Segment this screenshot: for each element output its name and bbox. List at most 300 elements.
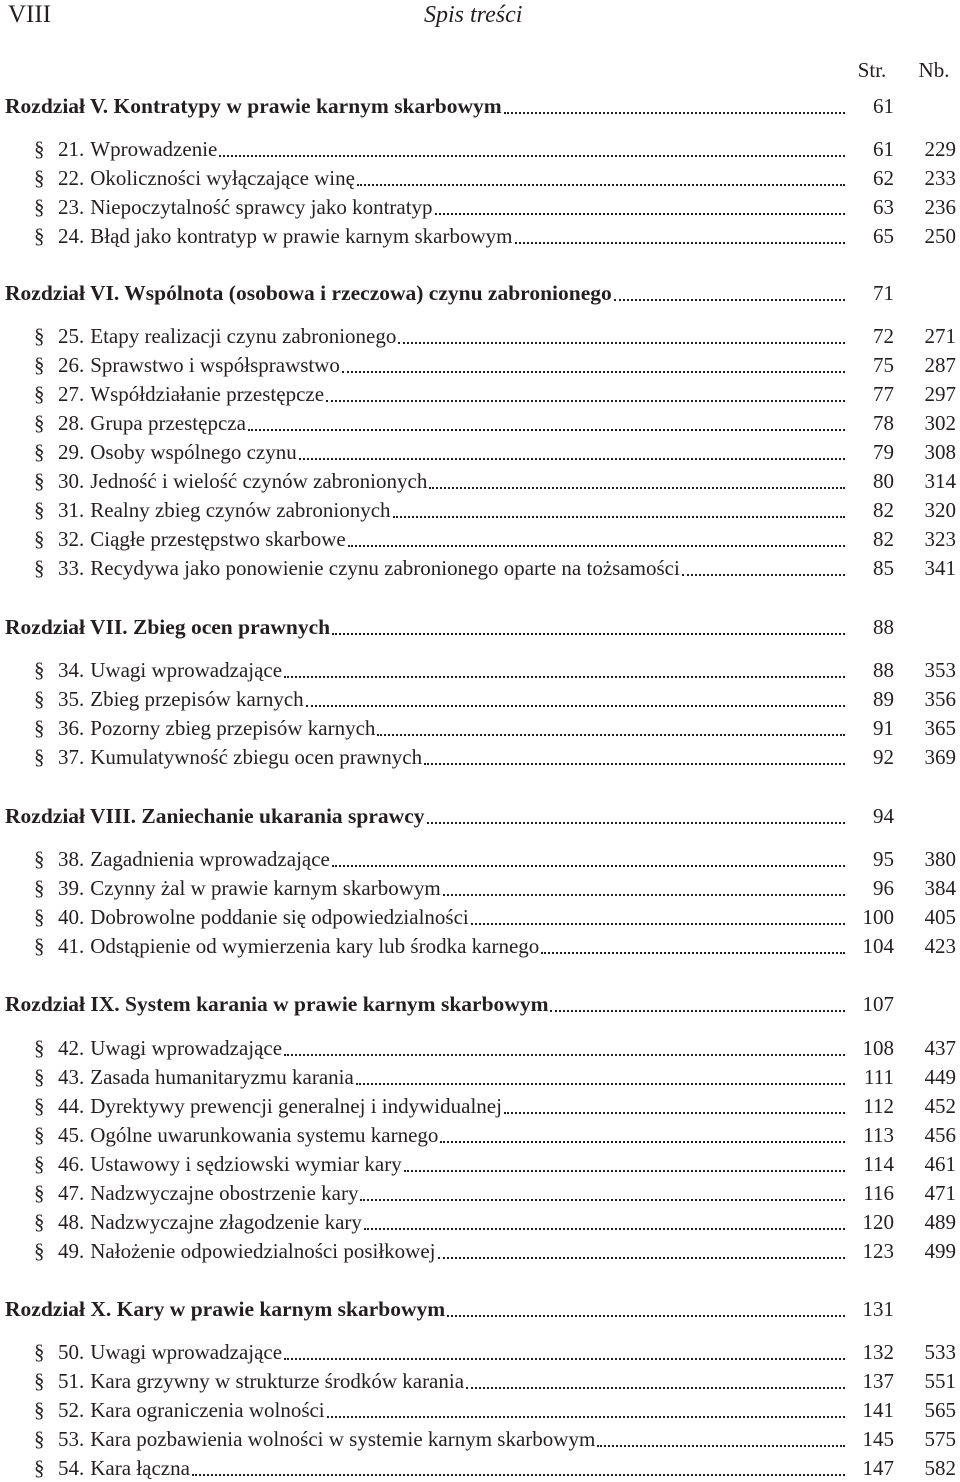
entry-text — [58, 714, 845, 742]
entry-text — [58, 656, 845, 684]
margin-number-value: 233 — [924, 166, 956, 190]
section-sign: § — [34, 324, 45, 348]
page-number-value: 120 — [862, 1210, 894, 1234]
margin-number-value: 229 — [924, 137, 956, 161]
section-entry[interactable] — [0, 1396, 960, 1424]
section-title: Dyrektywy prewencji generalnej i indywidualnej — [90, 1094, 502, 1118]
section-number: 42. — [58, 1036, 85, 1060]
dot-leader — [327, 1415, 845, 1418]
entry-text — [58, 1454, 845, 1482]
section-sign: § — [34, 658, 45, 682]
section-number: 34. — [58, 658, 85, 682]
section-entry[interactable] — [0, 932, 960, 960]
dot-leader — [377, 733, 845, 736]
dot-leader — [471, 922, 845, 925]
section-sign: § — [34, 934, 45, 958]
dot-leader — [284, 1053, 845, 1056]
entry-text — [58, 743, 845, 771]
section-title: Kara grzywny w strukturze środków karania — [90, 1369, 465, 1393]
section-sign: § — [34, 1456, 45, 1480]
section-entry[interactable] — [0, 496, 960, 524]
dot-leader — [466, 1386, 845, 1389]
dot-leader — [364, 1227, 845, 1230]
section-number: 48. — [58, 1210, 85, 1234]
entry-text — [58, 380, 845, 408]
entry-text — [58, 1425, 845, 1453]
page-number-value: 72 — [873, 324, 894, 348]
entry-text — [58, 1367, 845, 1395]
section-entry[interactable] — [0, 685, 960, 713]
section-number: 44. — [58, 1094, 85, 1118]
margin-number-value: 575 — [924, 1427, 956, 1451]
section-number: 28. — [58, 411, 85, 435]
section-title: Zasada humanitaryzmu karania — [90, 1065, 354, 1089]
dot-leader — [682, 573, 845, 576]
dot-leader — [393, 515, 845, 518]
section-entry[interactable] — [0, 351, 960, 379]
chapter-entry[interactable] — [0, 802, 960, 830]
page-number-value: 147 — [862, 1456, 894, 1480]
chapter-entry[interactable] — [0, 92, 960, 120]
section-sign: § — [34, 1340, 45, 1364]
section-entry[interactable] — [0, 467, 960, 495]
section-number: 26. — [58, 353, 85, 377]
section-entry[interactable] — [0, 1338, 960, 1366]
section-number: 49. — [58, 1239, 85, 1263]
dot-leader — [398, 341, 845, 344]
section-number: 36. — [58, 716, 85, 740]
entry-text — [5, 802, 845, 830]
section-entry[interactable] — [0, 1092, 960, 1120]
section-sign: § — [34, 1427, 45, 1451]
page-number-value: 116 — [863, 1181, 894, 1205]
dot-leader — [614, 298, 845, 301]
section-title: Nadzwyczajne złagodzenie kary — [90, 1210, 362, 1234]
entry-text — [58, 1338, 845, 1366]
margin-number-value: 287 — [924, 353, 956, 377]
entry-text — [58, 845, 845, 873]
page-number-value: 82 — [873, 527, 894, 551]
margin-number-value: 353 — [924, 658, 956, 682]
margin-number-value: 565 — [924, 1398, 956, 1422]
dot-leader — [332, 632, 845, 635]
section-title: Kara ograniczenia wolności — [90, 1398, 325, 1422]
section-number: 51. — [58, 1369, 85, 1393]
section-number: 54. — [58, 1456, 85, 1480]
section-title: Odstąpienie od wymierzenia kary lub środka karnego — [90, 934, 540, 958]
section-sign: § — [34, 1036, 45, 1060]
entry-text — [58, 1208, 845, 1236]
section-entry[interactable] — [0, 438, 960, 466]
entry-text — [5, 613, 845, 641]
chapter-entry[interactable] — [0, 613, 960, 641]
entry-text — [58, 685, 845, 713]
section-number: 27. — [58, 382, 85, 406]
section-entry[interactable] — [0, 1454, 960, 1482]
page-number-value: 95 — [873, 847, 894, 871]
chapter-title: Rozdział X. Kary w prawie karnym skarbowym — [5, 1297, 446, 1321]
section-sign: § — [34, 440, 45, 464]
entry-text — [58, 222, 845, 250]
section-sign: § — [34, 905, 45, 929]
page-number-value: 71 — [873, 281, 894, 305]
page-number-value: 104 — [862, 934, 894, 958]
section-number: 37. — [58, 745, 85, 769]
section-entry[interactable] — [0, 525, 960, 553]
chapter-entry[interactable] — [0, 990, 960, 1018]
dot-leader — [550, 1009, 845, 1012]
section-sign: § — [34, 137, 45, 161]
section-title: Zbieg przepisów karnych — [90, 687, 304, 711]
entry-text — [58, 438, 845, 466]
section-number: 31. — [58, 498, 85, 522]
section-sign: § — [34, 1369, 45, 1393]
dot-leader — [248, 428, 845, 431]
entry-text — [58, 1237, 845, 1265]
margin-number-value: 405 — [924, 905, 956, 929]
section-sign: § — [34, 498, 45, 522]
page-number-value: 145 — [862, 1427, 894, 1451]
margin-number-value: 423 — [924, 934, 956, 958]
section-title: Pozorny zbieg przepisów karnych — [90, 716, 376, 740]
section-title: Zagadnienia wprowadzające — [90, 847, 330, 871]
running-title: Spis treści — [424, 2, 523, 28]
dot-leader — [597, 1444, 845, 1447]
section-sign: § — [34, 876, 45, 900]
section-title: Uwagi wprowadzające — [90, 658, 283, 682]
dot-leader — [438, 1256, 846, 1259]
margin-number-value: 308 — [924, 440, 956, 464]
section-title: Realny zbieg czynów zabronionych — [90, 498, 391, 522]
section-title: Błąd jako kontratyp w prawie karnym skarbowym — [90, 224, 513, 248]
section-entry[interactable] — [0, 1237, 960, 1265]
section-entry[interactable] — [0, 656, 960, 684]
section-number: 21. — [58, 137, 85, 161]
dot-leader — [435, 212, 845, 215]
margin-number-value: 449 — [924, 1065, 956, 1089]
section-title: Ustawowy i sędziowski wymiar kary — [90, 1152, 402, 1176]
page-number-value: 92 — [873, 745, 894, 769]
margin-number-value: 452 — [924, 1094, 956, 1118]
section-number: 43. — [58, 1065, 85, 1089]
page-number-value: 141 — [862, 1398, 894, 1422]
entry-text — [58, 135, 845, 163]
dot-leader — [404, 1169, 845, 1172]
section-sign: § — [34, 1239, 45, 1263]
section-number: 41. — [58, 934, 85, 958]
entry-text — [5, 92, 845, 120]
page-number-value: 63 — [873, 195, 894, 219]
margin-number-value: 489 — [924, 1210, 956, 1234]
entry-text — [58, 554, 845, 582]
margin-number-value: 365 — [924, 716, 956, 740]
section-entry[interactable] — [0, 409, 960, 437]
section-number: 40. — [58, 905, 85, 929]
section-sign: § — [34, 382, 45, 406]
page-number-value: 108 — [862, 1036, 894, 1060]
margin-number-value: 437 — [924, 1036, 956, 1060]
section-sign: § — [34, 1152, 45, 1176]
page-number-value: 61 — [873, 137, 894, 161]
section-entry[interactable] — [0, 554, 960, 582]
section-number: 52. — [58, 1398, 85, 1422]
dot-leader — [443, 893, 845, 896]
section-title: Ciągłe przestępstwo skarbowe — [90, 527, 346, 551]
entry-text — [58, 351, 845, 379]
section-sign: § — [34, 527, 45, 551]
entry-text — [58, 467, 845, 495]
section-sign: § — [34, 745, 45, 769]
dot-leader — [504, 111, 845, 114]
section-title: Wprowadzenie — [90, 137, 218, 161]
dot-leader — [348, 544, 845, 547]
dot-leader — [504, 1111, 845, 1114]
section-entry[interactable] — [0, 1063, 960, 1091]
section-sign: § — [34, 716, 45, 740]
page-number-value: 111 — [864, 1065, 894, 1089]
margin-number-value: 582 — [924, 1456, 956, 1480]
margin-number-value: 236 — [924, 195, 956, 219]
page-number-value: 82 — [873, 498, 894, 522]
section-entry[interactable] — [0, 874, 960, 902]
section-number: 39. — [58, 876, 85, 900]
section-sign: § — [34, 195, 45, 219]
margin-number-value: 369 — [924, 745, 956, 769]
section-number: 47. — [58, 1181, 85, 1205]
section-title: Sprawstwo i współsprawstwo — [90, 353, 340, 377]
section-number: 22. — [58, 166, 85, 190]
entry-text — [58, 525, 845, 553]
dot-leader — [447, 1314, 845, 1317]
section-sign: § — [34, 224, 45, 248]
page-number-value: 89 — [873, 687, 894, 711]
dot-leader — [429, 486, 845, 489]
page-column-header: Str. — [857, 58, 887, 82]
section-entry[interactable] — [0, 1121, 960, 1149]
section-entry[interactable] — [0, 1208, 960, 1236]
page-number-value: 88 — [873, 615, 894, 639]
section-entry[interactable] — [0, 1367, 960, 1395]
margin-number-value: 471 — [924, 1181, 956, 1205]
section-title: Niepoczytalność sprawcy jako kontratyp — [90, 195, 433, 219]
section-entry[interactable] — [0, 164, 960, 192]
margin-number-value: 250 — [924, 224, 956, 248]
section-sign: § — [34, 847, 45, 871]
section-sign: § — [34, 1210, 45, 1234]
section-title: Współdziałanie przestępcze — [90, 382, 325, 406]
page-number-value: 137 — [862, 1369, 894, 1393]
section-number: 30. — [58, 469, 85, 493]
dot-leader — [342, 370, 845, 373]
dot-leader — [306, 704, 845, 707]
page-number-value: 80 — [873, 469, 894, 493]
chapter-title: Rozdział VIII. Zaniechanie ukarania sprawcy — [5, 804, 425, 828]
page-number-value: 62 — [873, 166, 894, 190]
section-entry[interactable] — [0, 903, 960, 931]
entry-text — [5, 1295, 845, 1323]
section-sign: § — [34, 687, 45, 711]
entry-text — [58, 164, 845, 192]
page-number-value: 94 — [873, 804, 894, 828]
section-number: 45. — [58, 1123, 85, 1147]
entry-text — [58, 1092, 845, 1120]
section-number: 29. — [58, 440, 85, 464]
section-number: 24. — [58, 224, 85, 248]
entry-text — [58, 1150, 845, 1178]
section-sign: § — [34, 1065, 45, 1089]
margin-number-value: 384 — [924, 876, 956, 900]
section-sign: § — [34, 556, 45, 580]
page-number-value: 79 — [873, 440, 894, 464]
entry-text — [58, 496, 845, 524]
dot-leader — [284, 675, 845, 678]
margin-number-value: 302 — [924, 411, 956, 435]
section-number: 23. — [58, 195, 85, 219]
page-number-value: 77 — [873, 382, 894, 406]
section-title: Okoliczności wyłączające winę — [90, 166, 355, 190]
section-title: Nałożenie odpowiedzialności posiłkowej — [90, 1239, 436, 1263]
entry-text — [58, 903, 845, 931]
entry-text — [58, 1396, 845, 1424]
section-title: Grupa przestępcza — [90, 411, 246, 435]
margin-number-value: 461 — [924, 1152, 956, 1176]
page-number-value: 61 — [873, 94, 894, 118]
section-title: Kara łączna — [90, 1456, 190, 1480]
section-number: 35. — [58, 687, 85, 711]
dot-leader — [356, 1082, 845, 1085]
margin-number-column-header: Nb. — [918, 58, 950, 82]
margin-number-value: 533 — [924, 1340, 956, 1364]
section-entry[interactable] — [0, 222, 960, 250]
margin-number-value: 271 — [924, 324, 956, 348]
section-title: Dobrowolne poddanie się odpowiedzialności — [90, 905, 469, 929]
chapter-title: Rozdział V. Kontratypy w prawie karnym skarbowym — [5, 94, 502, 118]
section-entry[interactable] — [0, 1179, 960, 1207]
margin-number-value: 380 — [924, 847, 956, 871]
page-number-value: 78 — [873, 411, 894, 435]
dot-leader — [541, 951, 845, 954]
section-entry[interactable] — [0, 380, 960, 408]
section-title: Nadzwyczajne obostrzenie kary — [90, 1181, 359, 1205]
section-title: Kara pozbawienia wolności w systemie karnym skarbowym — [90, 1427, 596, 1451]
section-number: 32. — [58, 527, 85, 551]
margin-number-value: 551 — [924, 1369, 956, 1393]
dot-leader — [360, 1198, 845, 1201]
section-sign: § — [34, 1123, 45, 1147]
section-entry[interactable] — [0, 135, 960, 163]
section-title: Ogólne uwarunkowania systemu karnego — [90, 1123, 439, 1147]
entry-text — [58, 322, 845, 350]
dot-leader — [284, 1357, 845, 1360]
page-number-value: 123 — [862, 1239, 894, 1263]
section-entry[interactable] — [0, 743, 960, 771]
margin-number-value: 320 — [924, 498, 956, 522]
section-number: 33. — [58, 556, 85, 580]
section-title: Uwagi wprowadzające — [90, 1340, 283, 1364]
entry-text — [58, 1034, 845, 1062]
section-entry[interactable] — [0, 193, 960, 221]
section-title: Recydywa jako ponowienie czynu zabronionego oparte na tożsamości — [90, 556, 680, 580]
dot-leader — [424, 762, 845, 765]
page-number-value: 113 — [863, 1123, 894, 1147]
section-entry[interactable] — [0, 1425, 960, 1453]
entry-text — [58, 409, 845, 437]
dot-leader — [357, 183, 845, 186]
section-sign: § — [34, 469, 45, 493]
page-number-value: 132 — [862, 1340, 894, 1364]
margin-number-value: 314 — [924, 469, 956, 493]
page-number-value: 88 — [873, 658, 894, 682]
page-number-value: 112 — [863, 1094, 894, 1118]
entry-text — [5, 279, 845, 307]
section-entry[interactable] — [0, 322, 960, 350]
section-sign: § — [34, 1181, 45, 1205]
page-number-value: 91 — [873, 716, 894, 740]
entry-text — [58, 193, 845, 221]
dot-leader — [332, 864, 845, 867]
section-entry[interactable] — [0, 1150, 960, 1178]
chapter-title: Rozdział VI. Wspólnota (osobowa i rzeczowa) czynu zabronionego — [5, 281, 612, 305]
dot-leader — [515, 241, 846, 244]
section-number: 25. — [58, 324, 85, 348]
entry-text — [58, 1063, 845, 1091]
section-entry[interactable] — [0, 1034, 960, 1062]
dot-leader — [299, 457, 845, 460]
section-number: 50. — [58, 1340, 85, 1364]
page-number-value: 85 — [873, 556, 894, 580]
entry-text — [58, 874, 845, 902]
margin-number-value: 499 — [924, 1239, 956, 1263]
margin-number-value: 341 — [924, 556, 956, 580]
section-entry[interactable] — [0, 714, 960, 742]
section-title: Czynny żal w prawie karnym skarbowym — [90, 876, 441, 900]
entry-text — [58, 1121, 845, 1149]
section-entry[interactable] — [0, 845, 960, 873]
section-title: Uwagi wprowadzające — [90, 1036, 283, 1060]
section-sign: § — [34, 353, 45, 377]
page-number-value: 107 — [862, 992, 894, 1016]
page-number-value: 96 — [873, 876, 894, 900]
entry-text — [58, 1179, 845, 1207]
entry-text — [58, 932, 845, 960]
section-title: Kumulatywność zbiegu ocen prawnych — [90, 745, 423, 769]
chapter-entry[interactable] — [0, 279, 960, 307]
section-title: Osoby wspólnego czynu — [90, 440, 297, 464]
dot-leader — [219, 154, 845, 157]
margin-number-value: 456 — [924, 1123, 956, 1147]
margin-number-value: 356 — [924, 687, 956, 711]
section-sign: § — [34, 166, 45, 190]
section-sign: § — [34, 411, 45, 435]
section-number: 46. — [58, 1152, 85, 1176]
dot-leader — [326, 399, 845, 402]
page-number: VIII — [8, 1, 52, 28]
page-number-value: 75 — [873, 353, 894, 377]
margin-number-value: 297 — [924, 382, 956, 406]
chapter-entry[interactable] — [0, 1295, 960, 1323]
dot-leader — [440, 1140, 845, 1143]
chapter-title: Rozdział IX. System karania w prawie karnym skarbowym — [5, 992, 549, 1016]
margin-number-value: 323 — [924, 527, 956, 551]
section-number: 53. — [58, 1427, 85, 1451]
entry-text — [5, 990, 845, 1018]
dot-leader — [427, 821, 846, 824]
section-sign: § — [34, 1094, 45, 1118]
section-title: Etapy realizacji czynu zabronionego — [90, 324, 397, 348]
page-number-value: 131 — [862, 1297, 894, 1321]
page-number-value: 114 — [863, 1152, 894, 1176]
section-sign: § — [34, 1398, 45, 1422]
